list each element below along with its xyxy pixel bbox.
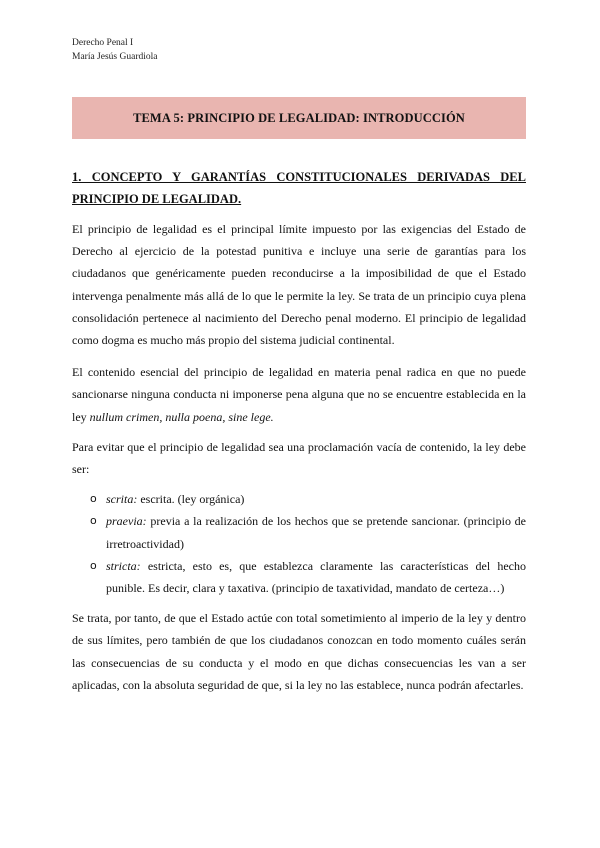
latin-maxim: nullum crimen, nulla poena, sine lege.: [89, 409, 274, 424]
paragraph-requirements-intro: Para evitar que el principio de legalidad sea una proclamación vacía de contenido, la ley debe ser:: [72, 439, 526, 477]
paragraph-conclusion: Se trata, por tanto, de que el Estado actúe con total sometimiento al imperio de la ley y dentro de sus límites, pero también de que los ciudadanos conozcan en todo momento cuáles serán las consecuencias de su conducta y el modo en que dichas consecuencias les van a ser aplicadas, con la absoluta seguridad de que, si la ley no las establece, nunca podrán afectarles.: [72, 611, 526, 692]
bullet-icon: o: [90, 558, 97, 572]
bullet-icon: o: [90, 514, 97, 528]
requirement-desc: estricta, esto es, que establezca claramente las características del hecho punible. Es decir, clara y taxativa. (principio de taxatividad, mandato de certeza…): [106, 558, 526, 596]
list-item: [72, 510, 526, 554]
paragraph-intro: El principio de legalidad es el principal límite impuesto por las exigencias del Estado de Derecho al ejercicio de la potestad punitiva e incluye una serie de garantías para los ciudadanos que genéricamente pueden reconducirse a la imposibilidad de que el Estado intervenga penalmente más allá de lo que le permite la ley. Se trata de un principio cuya plena consolidación pertenece al nacimiento del Derecho penal moderno. El principio de legalidad como dogma es mucho más propio del sistema judicial continental.: [72, 222, 526, 348]
author-name: María Jesús Guardiola: [72, 52, 158, 62]
requirement-desc: previa a la realización de los hechos que se pretende sancionar. (principio de irretroactividad): [106, 514, 526, 551]
section-heading: 1. CONCEPTO Y GARANTÍAS CONSTITUCIONALES DERIVADAS DEL PRINCIPIO DE LEGALIDAD.: [72, 170, 526, 206]
requirement-term: praevia:: [106, 514, 147, 529]
document-body: [72, 166, 526, 704]
title-banner: [72, 97, 526, 139]
requirement-desc: escrita. (ley orgánica): [137, 492, 245, 507]
bullet-icon: o: [90, 492, 97, 506]
course-name: Derecho Penal I: [72, 38, 134, 48]
page-header: [72, 36, 157, 64]
list-item: [72, 488, 526, 510]
essence-text: El contenido esencial del principio de legalidad en materia penal radica en que no puede sancionarse ninguna conducta ni imponerse pena alguna que no se encuentre establecida en la ley: [72, 365, 526, 424]
requirement-term: scrita:: [106, 492, 138, 507]
list-item: [72, 555, 526, 599]
document-title: TEMA 5: PRINCIPIO DE LEGALIDAD: INTRODUCCIÓN: [133, 110, 465, 125]
requirements-list: [72, 488, 526, 599]
paragraph-essence: [72, 361, 526, 428]
requirement-term: stricta:: [106, 558, 141, 573]
